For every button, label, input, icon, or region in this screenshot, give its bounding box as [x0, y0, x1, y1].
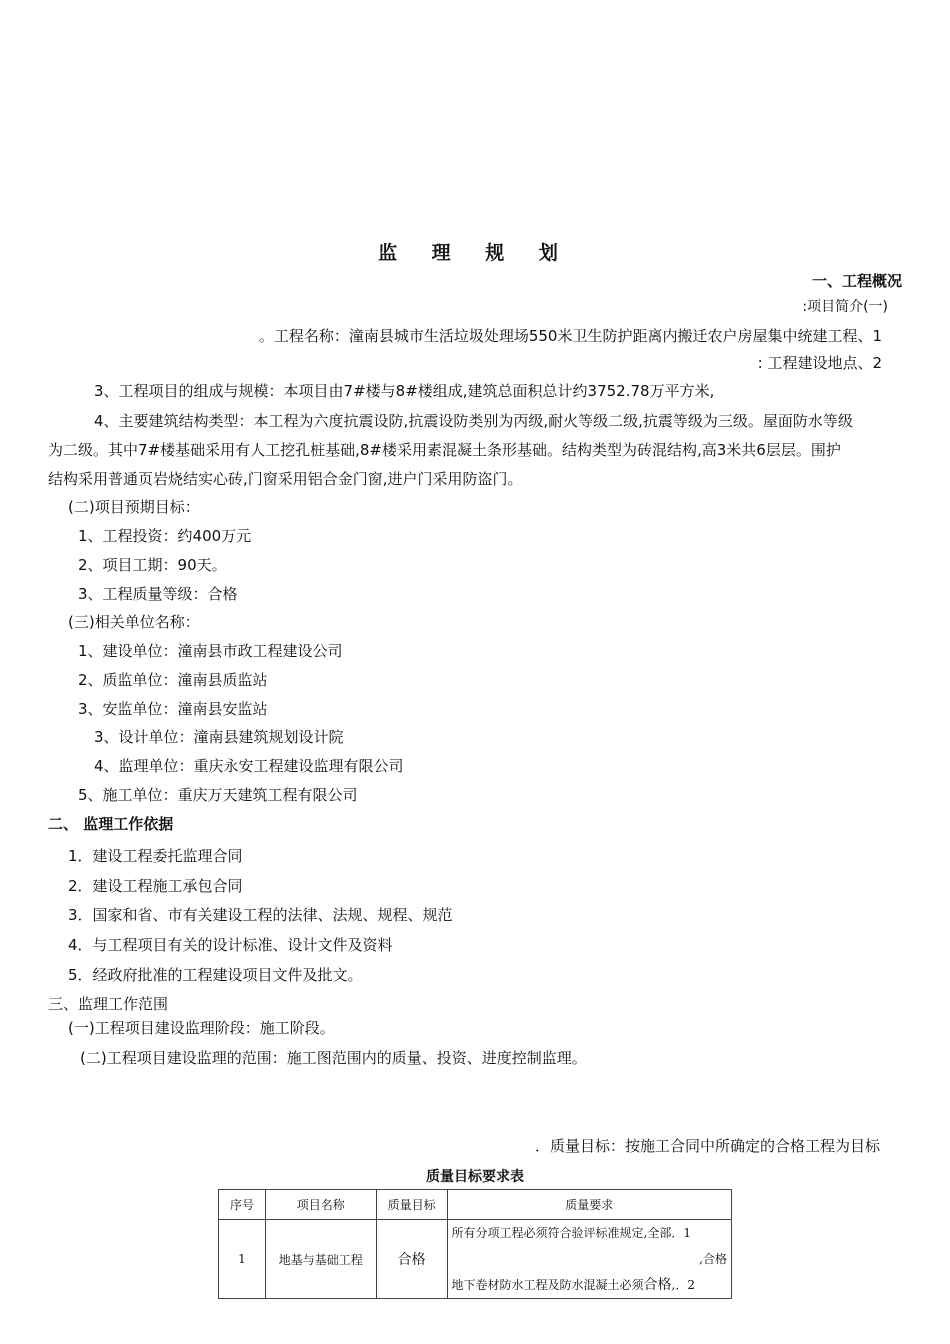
row-requirement [447, 1220, 731, 1299]
basis-item: 2．建设工程施工承包合同 [68, 877, 243, 895]
req-line [452, 1272, 727, 1298]
row-no: 1 [219, 1220, 266, 1299]
structure-type-line2: 为二级。其中7#楼基础采用有人工挖孔桩基础,8#楼采用素混凝土条形基础。结构类型为砖混结构,高3米共6层层。围护 [48, 441, 841, 459]
col-header-requirement: 质量要求 [447, 1190, 731, 1220]
req-suffix: ,．2 [671, 1278, 695, 1292]
col-header-name: 项目名称 [265, 1190, 376, 1220]
req-line: 所有分项工程必须符合验评标准规定,全部．1 [451, 1226, 691, 1240]
req-grade: 合格 [643, 1277, 672, 1293]
related-units-heading: (三)相关单位名称： [68, 613, 200, 631]
unit-contractor: 5、施工单位：重庆万天建筑工程有限公司 [78, 786, 358, 804]
basis-item: 3．国家和省、市有关建设工程的法律、法规、规程、规范 [68, 906, 453, 924]
unit-owner: 1、建设单位：潼南县市政工程建设公司 [78, 642, 343, 660]
section1-heading: 一、工程概况 [811, 272, 902, 290]
structure-type-line1: 4、主要建筑结构类型：本工程为六度抗震设防,抗震设防类别为丙级,耐火等级二级,抗震等级为三级。屋面防水等级 [94, 412, 853, 430]
expected-goals-heading: (二)项目预期目标： [68, 498, 200, 516]
project-scale-item: 3、工程项目的组成与规模：本项目由7#楼与8#楼组成,建筑总面积总计约3752.78万平方米, [94, 382, 715, 400]
table-header-row [219, 1190, 732, 1220]
quality-goal-table [218, 1189, 732, 1299]
unit-designer: 3、设计单位：潼南县建筑规划设计院 [94, 728, 344, 746]
goal-quality: 3、工程质量等级：合格 [78, 585, 238, 603]
section3-heading: 三、监理工作范围 [48, 995, 169, 1013]
section2-heading: 二、 监理工作依据 [48, 815, 174, 833]
unit-quality-supervision: 2、质监单位：潼南县质监站 [78, 671, 268, 689]
table-title: 质量目标要求表 [426, 1169, 524, 1185]
project-location-item: : 工程建设地点、2 [757, 354, 882, 372]
row-grade: 合格 [376, 1220, 447, 1299]
goal-duration: 2、项目工期：90天。 [78, 556, 227, 574]
unit-safety-supervision: 3、安监单位：潼南县安监站 [78, 700, 268, 718]
req-text: 地下卷材防水工程及防水混凝土必须 [451, 1278, 644, 1292]
req-line: ,合格 [699, 1252, 727, 1266]
scope-range: (二)工程项目建设监理的范围：施工图范围内的质量、投资、进度控制监理。 [80, 1049, 587, 1067]
goal-investment: 1、工程投资：约400万元 [78, 527, 252, 545]
project-intro-heading: :项目简介(一) [802, 299, 888, 315]
basis-item: 1．建设工程委托监理合同 [68, 847, 243, 865]
basis-item: 4．与工程项目有关的设计标准、设计文件及资料 [68, 936, 393, 954]
quality-goal: ．质量目标：按施工合同中所确定的合格工程为目标 [534, 1137, 880, 1155]
basis-item: 5．经政府批准的工程建设项目文件及批文。 [68, 966, 363, 984]
project-name-item: 。工程名称：潼南县城市生活垃圾处理场550米卫生防护距离内搬迁农户房屋集中统建工程、1 [258, 327, 882, 345]
col-header-no: 序号 [219, 1190, 266, 1220]
structure-type-line3: 结构采用普通页岩烧结实心砖,门窗采用铝合金门窗,进户门采用防盗门。 [48, 470, 523, 488]
col-header-goal: 质量目标 [376, 1190, 447, 1220]
scope-stage: (一)工程项目建设监理阶段：施工阶段。 [68, 1019, 335, 1037]
page-title: 监 理 规 划 [378, 242, 572, 264]
row-name: 地基与基础工程 [265, 1220, 376, 1299]
table-row [219, 1220, 732, 1299]
unit-supervisor: 4、监理单位：重庆永安工程建设监理有限公司 [94, 757, 404, 775]
